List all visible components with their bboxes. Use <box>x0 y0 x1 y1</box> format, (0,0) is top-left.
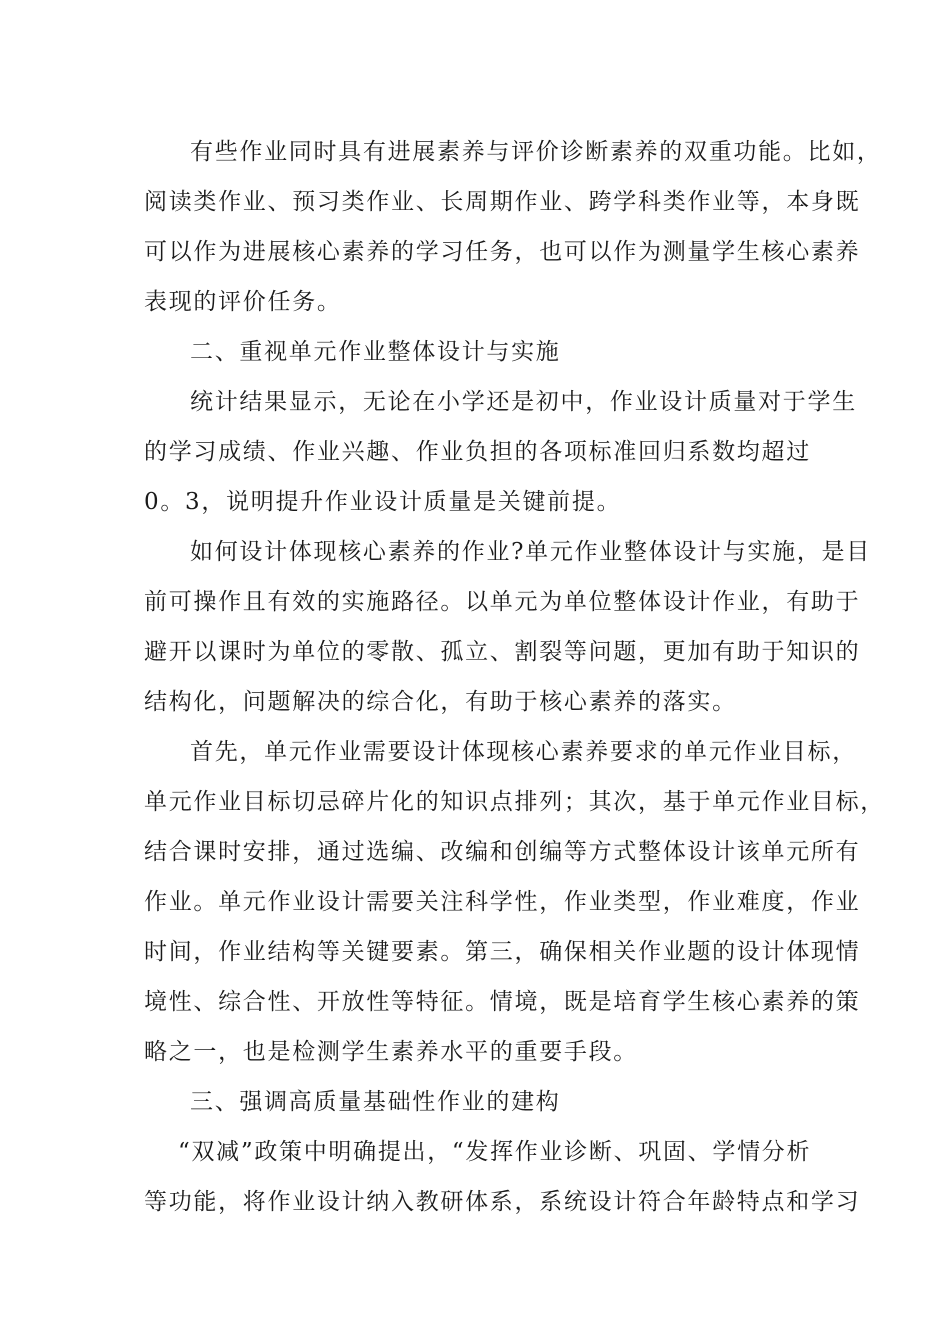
body-text-line: 首先，单元作业需要设计体现核心素养要求的单元作业目标， <box>190 739 857 765</box>
section-heading: 三、强调高质量基础性作业的建构 <box>190 1089 561 1115</box>
body-text-line: 时间，作业结构等关键要素。第三，确保相关作业题的设计体现情 <box>144 939 861 965</box>
body-text-line: 阅读类作业、预习类作业、长周期作业、跨学科类作业等，本身既 <box>144 189 861 215</box>
body-text-line: 结构化，问题解决的综合化，有助于核心素养的落实。 <box>144 689 737 715</box>
body-text-line: 前可操作且有效的实施路径。以单元为单位整体设计作业，有助于 <box>144 589 861 615</box>
section-heading: 二、重视单元作业整体设计与实施 <box>190 339 561 365</box>
body-text-line: 有些作业同时具有进展素养与评价诊断素养的双重功能。比如， <box>190 139 882 165</box>
body-text-line: “双减”政策中明确提出，“发挥作业诊断、巩固、学情分析 <box>178 1139 812 1165</box>
body-text-line: 略之一，也是检测学生素养水平的重要手段。 <box>144 1039 638 1065</box>
body-text-line: 单元作业目标切忌碎片化的知识点排列；其次，基于单元作业目标， <box>144 789 885 815</box>
body-text-line: 境性、综合性、开放性等特征。情境，既是培育学生核心素养的策 <box>144 989 861 1015</box>
body-text-line: 如何设计体现核心素养的作业?单元作业整体设计与实施，是目 <box>190 539 871 565</box>
body-text-line: 结合课时安排，通过选编、改编和创编等方式整体设计该单元所有 <box>144 839 861 865</box>
body-text-line: 统计结果显示，无论在小学还是初中，作业设计质量对于学生 <box>190 389 857 415</box>
body-text-line: 可以作为进展核心素养的学习任务，也可以作为测量学生核心素养 <box>144 239 861 265</box>
body-text-line: 表现的评价任务。 <box>144 289 342 315</box>
body-text-line: 的学习成绩、作业兴趣、作业负担的各项标准回归系数均超过 <box>144 439 811 465</box>
body-text-line: 等功能，将作业设计纳入教研体系，系统设计符合年龄特点和学习 <box>144 1189 861 1215</box>
body-text-line: 避开以课时为单位的零散、孤立、割裂等问题，更加有助于知识的 <box>144 639 861 665</box>
body-text-line: 作业。单元作业设计需要关注科学性，作业类型，作业难度，作业 <box>144 889 861 915</box>
body-text-line: 0。3，说明提升作业设计质量是关键前提。 <box>144 489 622 515</box>
